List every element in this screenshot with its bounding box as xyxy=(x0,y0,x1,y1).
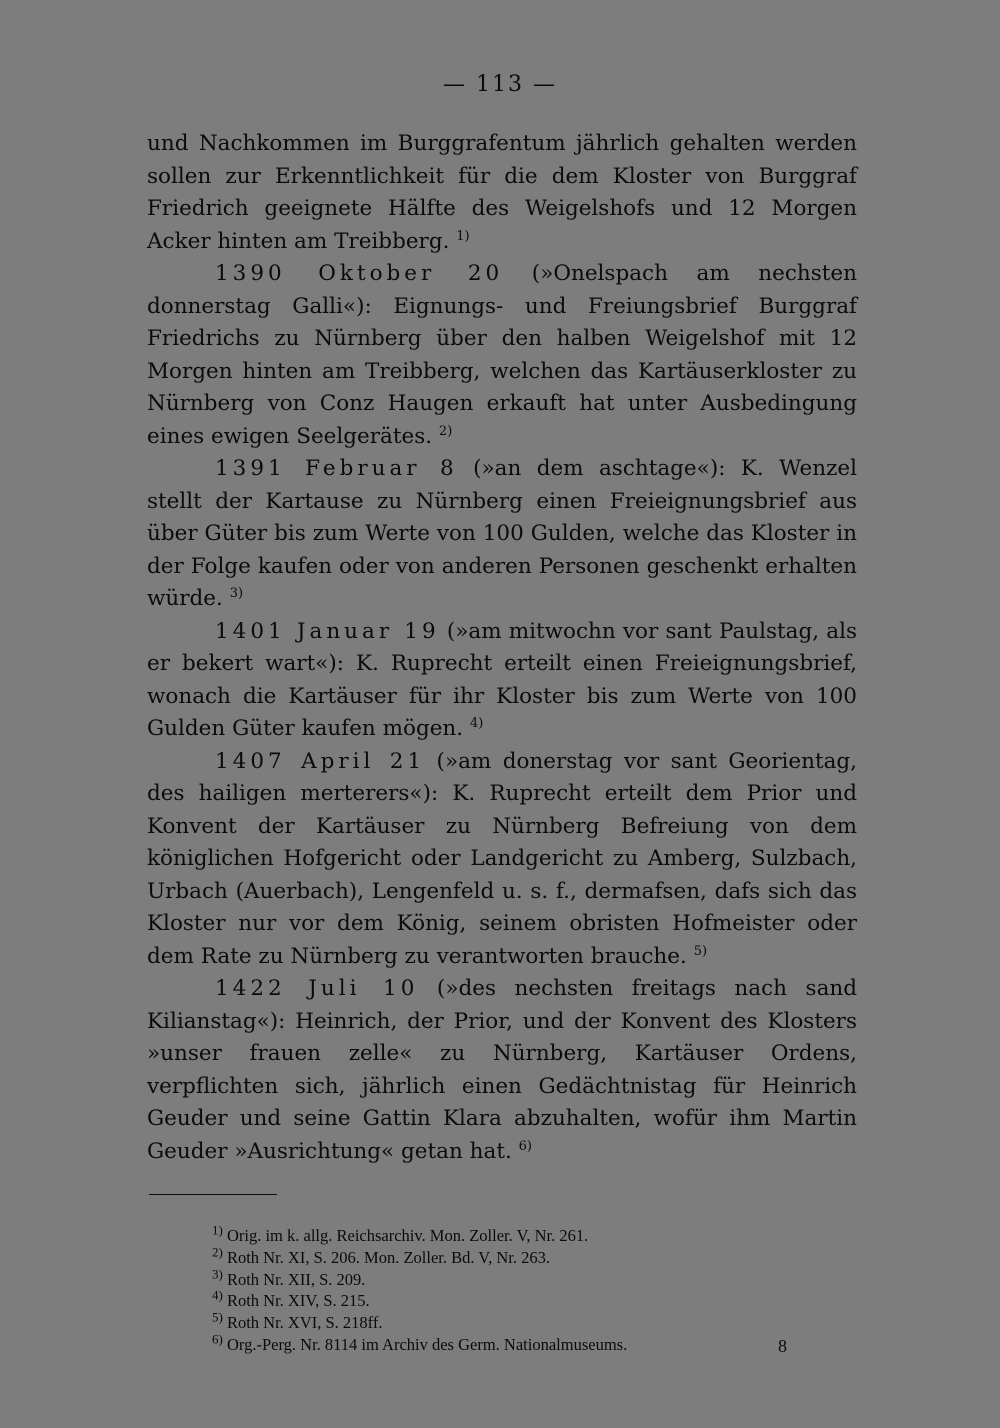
footnote-item xyxy=(212,1287,832,1312)
footnote-text: Org.-Perg. Nr. 8114 im Archiv des Germ. Nationalmuseums. xyxy=(226,1334,628,1354)
paragraph-text: (»am mitwochn vor sant Paulstag, als er bekert wart«): K. Ruprecht erteilt einen Freieignungsbrief, wonach die Kartäuser für ihr Kloster bis zum Werte von 100 Gulden Güter kaufen mögen. xyxy=(147,618,857,741)
signature-mark: 8 xyxy=(778,1336,787,1356)
footnote-text: Roth Nr. XVI, S. 218ff. xyxy=(226,1313,383,1333)
footnote-text: Roth Nr. XI, S. 206. Mon. Zoller. Bd. V, Nr. 263. xyxy=(226,1247,550,1267)
footnote-mark: 5) xyxy=(212,1309,223,1325)
paragraph-6 xyxy=(147,973,857,1168)
footnote-mark: 3) xyxy=(212,1266,223,1282)
footnote-item xyxy=(212,1222,832,1247)
entry-date: 1401 Januar 19 xyxy=(215,618,440,644)
footnote-divider xyxy=(149,1194,277,1195)
footnote-item xyxy=(212,1244,832,1269)
paragraph-text: und Nachkommen im Burggrafentum jährlich gehalten werden sollen zur Erkenntlichkeit für die dem Kloster von Burggraf Friedrich geeignete Hälfte des Weigelshofs und 12 Morgen Acker hinten am Treibberg. xyxy=(147,131,857,254)
footnote-text: Roth Nr. XII, S. 209. xyxy=(226,1269,366,1289)
footnotes xyxy=(212,1222,832,1356)
footnote-ref: 2) xyxy=(438,423,453,439)
footnote-item xyxy=(212,1309,832,1334)
page-number: — 113 — xyxy=(443,72,557,97)
paragraph-5 xyxy=(147,746,857,974)
paragraph-3 xyxy=(147,453,857,616)
body-text xyxy=(147,128,857,1168)
footnote-text: Roth Nr. XIV, S. 215. xyxy=(226,1291,370,1311)
footnote-mark: 1) xyxy=(212,1222,223,1238)
footnote-ref: 6) xyxy=(518,1138,532,1154)
footnote-ref: 1) xyxy=(456,228,470,244)
footnote-mark: 2) xyxy=(212,1244,223,1260)
paragraph-4 xyxy=(147,616,857,746)
paragraph-text: (»Onelspach am nechsten donnerstag Galli«): Eignungs- und Freiungsbrief Burggraf Friedrichs zu Nürnberg über den halben Weigelshof mit 12 Morgen hinten am Treibberg, welchen das Kartäuserkloster zu Nürnberg von Conz Haugen erkauft hat unter Ausbedingung eines ewigen Seelgerätes. xyxy=(147,261,857,449)
paragraph-text: (»an dem aschtage«): K. Wenzel stellt der Kartause zu Nürnberg einen Freieignungsbrief aus über Güter bis zum Werte von 100 Gulden, welche das Kloster in der Folge kaufen oder von anderen Personen geschenkt erhalten würde. xyxy=(147,456,858,611)
footnote-text: Orig. im k. allg. Reichsarchiv. Mon. Zoller. V, Nr. 261. xyxy=(226,1226,589,1245)
entry-date: 1391 Februar 8 xyxy=(215,456,458,481)
footnote-ref: 4) xyxy=(469,715,484,731)
entry-date: 1422 Juli 10 xyxy=(215,976,419,1001)
paragraph-text: (»des nechsten freitags nach sand Kilianstag«): Heinrich, der Prior, und der Konvent des Klosters »unser frauen zelle« zu Nürnberg, Kartäuser Ordens, verpflichten sich, jährlich einen Gedächtnistag für Heinrich Geuder und seine Gattin Klara abzuhalten, wofür ihm Martin Geuder »Ausrichtung« getan hat. xyxy=(147,976,857,1164)
footnote-mark: 6) xyxy=(212,1331,223,1347)
entry-date: 1407 April 21 xyxy=(215,748,426,774)
footnote-item xyxy=(212,1331,832,1356)
paragraph-2 xyxy=(147,258,857,453)
footnote-ref: 3) xyxy=(229,585,244,601)
paragraph-1 xyxy=(147,128,857,258)
footnote-item xyxy=(212,1266,832,1291)
footnote-mark: 4) xyxy=(212,1287,223,1303)
footnote-ref: 5) xyxy=(693,943,708,959)
entry-date: 1390 Oktober 20 xyxy=(215,261,504,286)
paragraph-text: (»am donerstag vor sant Georientag, des hailigen merterers«): K. Ruprecht erteilt dem Prior und Konvent der Kartäuser zu Nürnberg Befreiung von dem königlichen Hofgericht oder Landgericht zu Amberg, Sulzbach, Urbach (Auerbach), Lengenfeld u. s. f., dermafsen, dafs sich das Kloster nur vor dem König, seinem obristen Hofmeister oder dem Rate zu Nürnberg zu verantworten brauche. xyxy=(147,748,857,969)
